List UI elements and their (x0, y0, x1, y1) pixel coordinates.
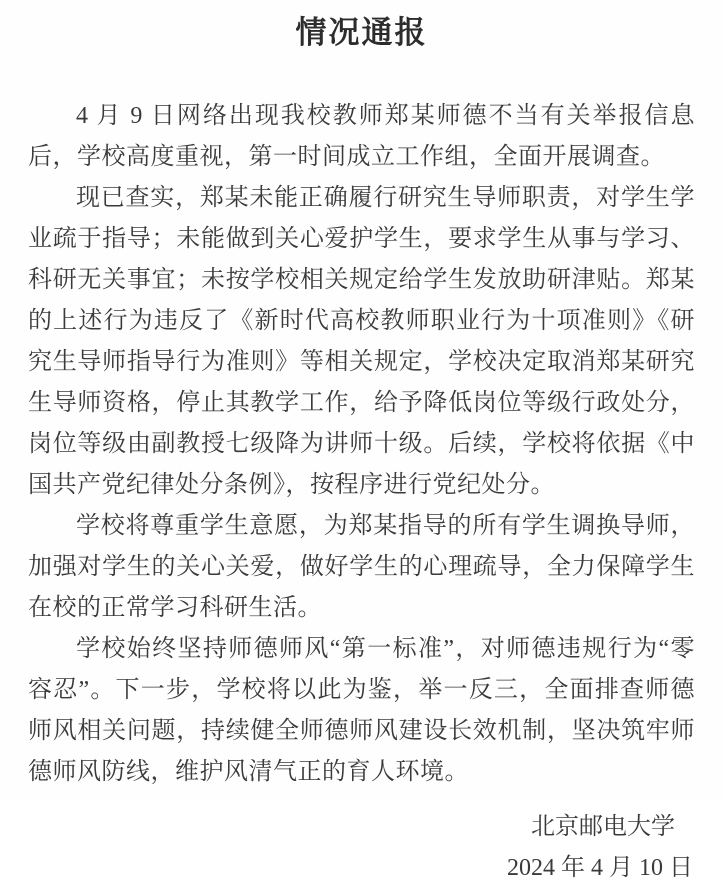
issuer-signature: 北京邮电大学 (531, 814, 675, 840)
notice-footer (28, 807, 695, 889)
paragraph-findings-and-penalties: 现已查实，郑某未能正确履行研究生导师职责，对学生学业疏于指导；未能做到关心爱护学生，要求学生从事与学习、科研无关事宜；未按学校相关规定给学生发放助研津贴。郑某的上述行为违反了《新时代高校教师职业行为十项准则》《研究生导师指导行为准则》等相关规定，学校决定取消郑某研究生导师资格，停止其教学工作，给予降低岗位等级行政处分，岗位等级由副教授七级降为讲师十级。后续，学校将依据《中国共产党纪律处分条例》，按程序进行党纪处分。 (28, 185, 695, 498)
paragraph-student-support: 学校将尊重学生意愿，为郑某指导的所有学生调换导师，加强对学生的关心关爱，做好学生的心理疏导，全力保障学生在校的正常学习科研生活。 (28, 513, 695, 621)
notice-body (28, 96, 695, 793)
paragraph-future-measures: 学校始终坚持师德师风“第一标准”，对师德违规行为“零容忍”。下一步，学校将以此为鉴，举一反三，全面排查师德师风相关问题，持续健全师德师风建设长效机制，坚决筑牢师德师风防线，维护风清气正的育人环境。 (28, 636, 695, 785)
issue-date: 2024 年 4 月 10 日 (507, 855, 693, 881)
paragraph-incident-report: 4 月 9 日网络出现我校教师郑某师德不当有关举报信息后，学校高度重视，第一时间成立工作组，全面开展调查。 (28, 103, 695, 170)
page-title: 情况通报 (295, 15, 428, 50)
